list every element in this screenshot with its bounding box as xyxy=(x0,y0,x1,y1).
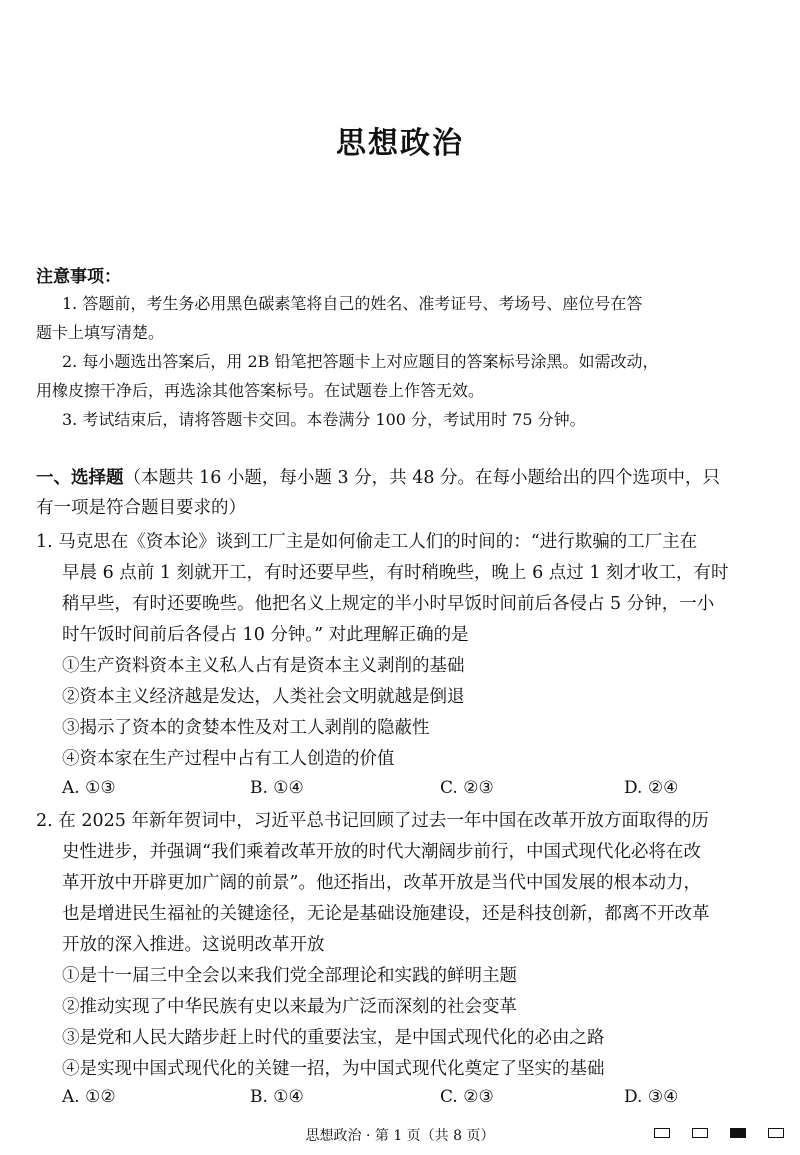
notice-heading: 注意事项： xyxy=(36,267,121,287)
notice-line: 题卡上填写清楚。 xyxy=(36,323,165,342)
section-desc: （本题共 16 小题，每小题 3 分，共 48 分。在每小题给出的四个选项中，只 xyxy=(123,468,721,488)
choice-d[interactable]: D. ②④ xyxy=(624,778,679,798)
notice-line: 用橡皮擦干净后，再选涂其他答案标号。在试题卷上作答无效。 xyxy=(36,381,485,400)
page-footer: 思想政治 · 第 1 页（共 8 页） xyxy=(305,1128,495,1144)
choice-a[interactable]: A. ①③ xyxy=(62,778,116,798)
choice-b[interactable]: B. ①④ xyxy=(250,778,304,798)
notice-line: 3. 考试结束后，请将答题卡交回。本卷满分 100 分，考试用时 75 分钟。 xyxy=(62,410,586,429)
question-stem: 史性进步，并强调“我们乘着改革开放的时代大潮阔步前行，中国式现代化必将在改 xyxy=(62,842,701,862)
choice-c[interactable]: C. ②③ xyxy=(440,1087,494,1107)
statement: ②推动实现了中华民族有史以来最为广泛而深刻的社会变革 xyxy=(62,997,517,1017)
choice-a[interactable]: A. ①② xyxy=(62,1087,116,1107)
question-stem: 1. 马克思在《资本论》谈到工厂主是如何偷走工人们的时间的：“进行欺骗的工厂主在 xyxy=(36,532,698,552)
statement: ②资本主义经济越是发达，人类社会文明就越是倒退 xyxy=(62,687,465,707)
notice-line: 2. 每小题选出答案后，用 2B 铅笔把答题卡上对应题目的答案标号涂黑。如需改动， xyxy=(62,352,659,371)
question-stem: 时午饭时间前后各侵占 10 分钟。” 对此理解正确的是 xyxy=(62,625,469,645)
question-stem: 早晨 6 点前 1 刻就开工，有时还要早些，有时稍晚些，晚上 6 点过 1 刻才收工，有时 xyxy=(62,563,729,583)
question-stem: 也是增进民生福祉的关键途径，无论是基础设施建设，还是科技创新，都离不开改革 xyxy=(62,904,710,924)
marker-box-icon xyxy=(654,1128,670,1138)
section-heading: 一、选择题 xyxy=(36,468,124,488)
statement: ④是实现中国式现代化的关键一招，为中国式现代化奠定了坚实的基础 xyxy=(62,1059,605,1079)
notice-line: 1. 答题前，考生务必用黑色碳素笔将自己的姓名、准考证号、考场号、座位号在答 xyxy=(62,294,643,313)
statement: ④资本家在生产过程中占有工人创造的价值 xyxy=(62,749,395,769)
section-desc-cont: 有一项是符合题目要求的） xyxy=(36,498,246,518)
marker-box-icon xyxy=(692,1128,708,1138)
answer-choices xyxy=(62,1087,702,1109)
answer-choices xyxy=(62,778,702,800)
choice-c[interactable]: C. ②③ xyxy=(440,778,494,798)
section-header xyxy=(36,468,720,488)
marker-box-filled-icon xyxy=(730,1128,746,1138)
statement: ①是十一届三中全会以来我们党全部理论和实践的鲜明主题 xyxy=(62,966,517,986)
marker-box-icon xyxy=(768,1128,784,1138)
statement: ③揭示了资本的贪婪本性及对工人剥削的隐蔽性 xyxy=(62,718,430,738)
choice-d[interactable]: D. ③④ xyxy=(624,1087,679,1107)
choice-b[interactable]: B. ①④ xyxy=(250,1087,304,1107)
question-stem: 革开放中开辟更加广阔的前景”。他还指出，改革开放是当代中国发展的根本动力， xyxy=(62,873,701,893)
statement: ③是党和人民大踏步赶上时代的重要法宝，是中国式现代化的必由之路 xyxy=(62,1028,605,1048)
question-stem: 稍早些，有时还要晚些。他把名义上规定的半小时早饭时间前后各侵占 5 分钟，一小 xyxy=(62,594,715,614)
question-stem: 开放的深入推进。这说明改革开放 xyxy=(62,935,325,955)
page-title: 思想政治 xyxy=(336,126,464,161)
question-stem: 2. 在 2025 年新年贺词中，习近平总书记回顾了过去一年中国在改革开放方面取得的历 xyxy=(36,811,709,831)
statement: ①生产资料资本主义私人占有是资本主义剥削的基础 xyxy=(62,656,465,676)
